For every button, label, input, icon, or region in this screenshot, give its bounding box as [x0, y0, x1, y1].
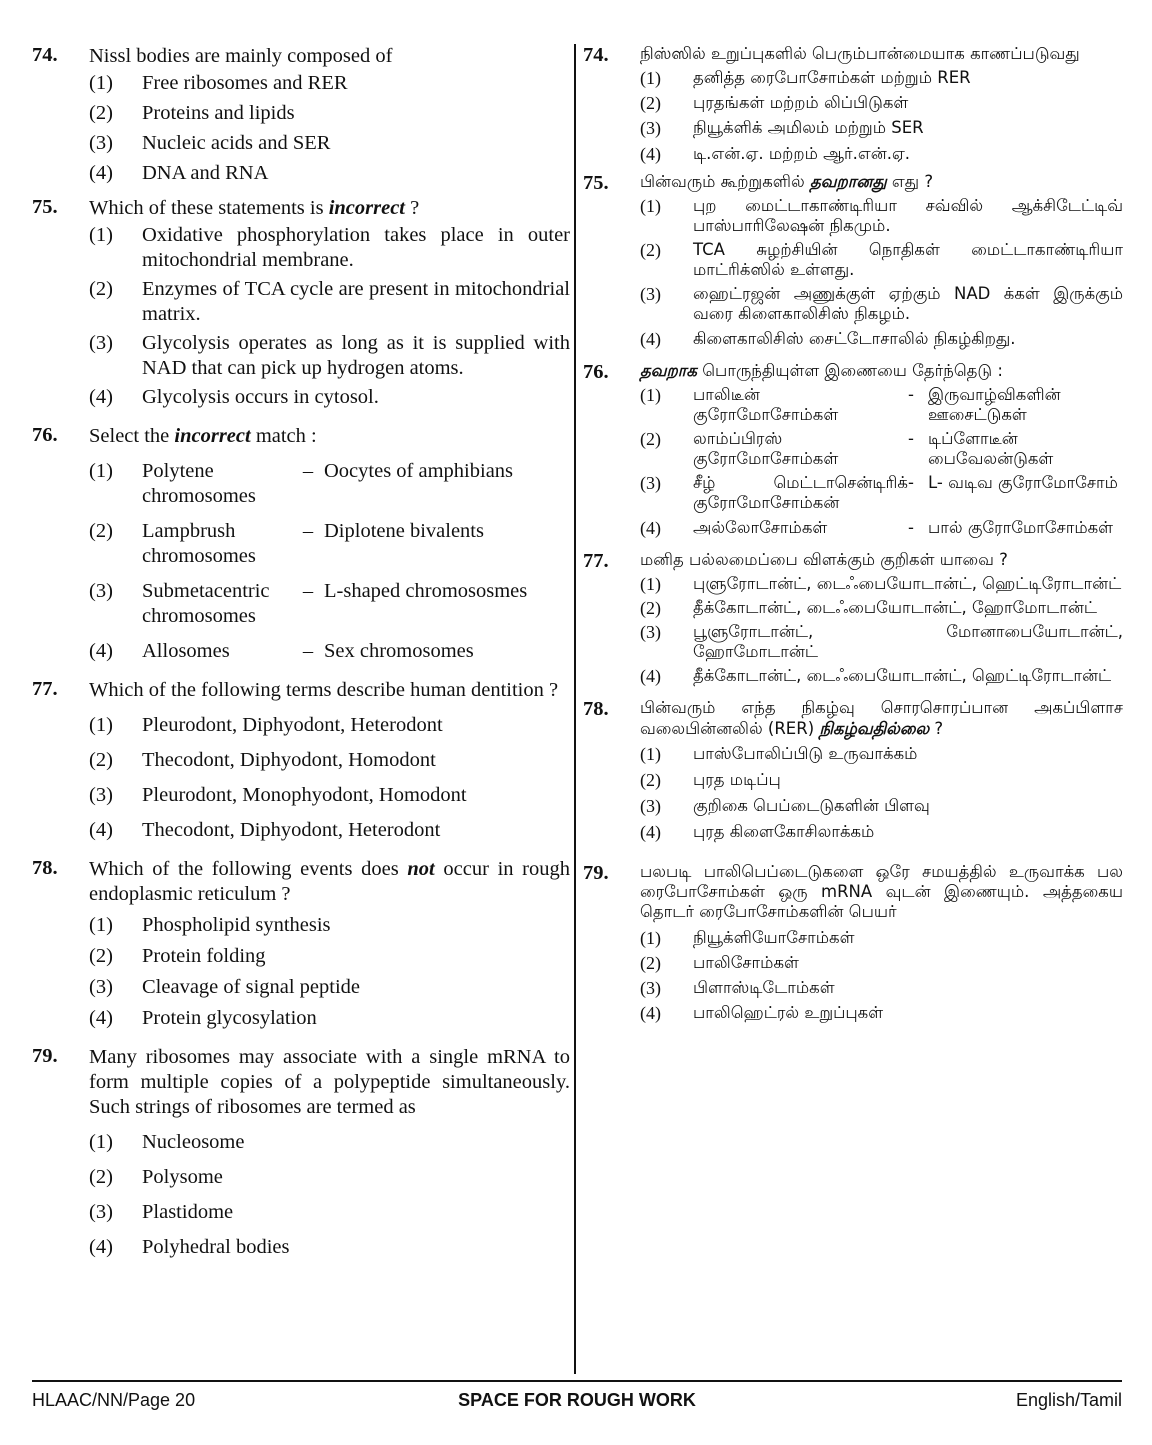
option: (4) தீக்கோடான்ட், டைஃபையோடான்ட், ஹெட்டிரோடான்ட்	[640, 666, 1112, 687]
tamil-column	[583, 44, 1123, 1023]
option: (2) Thecodont, Diphyodont, Homodont	[89, 749, 436, 771]
option: (3) பூளுரோடான்ட், மோனாபையோடான்ட், ஹோமோடான்ட்	[640, 622, 1123, 662]
page-footer	[32, 1390, 1122, 1414]
match-row: (4) Allosomes – Sex chromosomes	[89, 640, 474, 662]
question-number: 76.	[32, 424, 58, 446]
question-text: பலபடி பாலிபெப்டைடுகளை ஒரே சமயத்தில் உருவாக்க பல ரைபோசோம்கள் ஒரு mRNA வுடன் இணையும். அத்தகைய தொடர் ரைபோசோம்களின் பெயர்	[640, 862, 1123, 922]
question-77-ta	[583, 550, 1123, 687]
option: (3) Glycolysis operates as long as it is supplied with NAD that can pick up hydrogen atoms.	[89, 332, 570, 379]
option: (2) புரத மடிப்பு	[640, 769, 781, 790]
question-77	[32, 678, 570, 843]
option: (1) Phospholipid synthesis	[89, 914, 331, 936]
language-label: English/Tamil	[1015, 1390, 1122, 1410]
page-code: HLAAC/NN/Page 20	[32, 1390, 196, 1410]
question-number: 78.	[32, 857, 58, 879]
option: (2) புரதங்கள் மற்றம் லிப்பிடுகள்	[640, 93, 909, 114]
question-number: 74.	[583, 44, 609, 66]
option: (3) குறிகை பெப்டைடுகளின் பிளவு	[640, 795, 930, 816]
question-78	[32, 857, 570, 1031]
question-text: பின்வரும் கூற்றுகளில் தவறானது எது ?	[640, 171, 934, 191]
match-row: (2) Lampbrush chromosomes – Diplotene bivalents	[89, 520, 484, 567]
question-text: Which of the following terms describe human dentition ?	[89, 679, 559, 701]
option: (4) டி.என்.ஏ. மற்றம் ஆர்.என்.ஏ.	[640, 143, 911, 164]
option: (4) DNA and RNA	[89, 162, 269, 184]
option: (3) Nucleic acids and SER	[89, 132, 331, 154]
question-74-ta	[583, 44, 1123, 164]
option: (4) பாலிஹெட்ரல் உறுப்புகள்	[640, 1002, 884, 1023]
question-number: 75.	[32, 196, 58, 218]
question-number: 76.	[583, 360, 609, 383]
option: (1) புளுரோடான்ட், டைஃபையோடான்ட், ஹெட்டிரோடான்ட்	[640, 573, 1122, 594]
option: (2) Polysome	[89, 1166, 223, 1188]
option: (2) Proteins and lipids	[89, 102, 295, 124]
question-75	[32, 196, 570, 410]
question-79-ta	[583, 862, 1123, 1023]
option: (3) Plastidome	[89, 1201, 234, 1223]
question-number: 79.	[583, 862, 609, 885]
question-number: 74.	[32, 44, 58, 66]
column-divider	[574, 44, 576, 1374]
question-text: மனித பல்லமைப்பை விளக்கும் குறிகள் யாவை ?	[640, 549, 1008, 569]
option: (4) புரத கிளைகோசிலாக்கம்	[640, 822, 875, 842]
option: (4) Polyhedral bodies	[89, 1236, 290, 1258]
option: (3) Pleurodont, Monophyodont, Homodont	[89, 784, 467, 806]
question-text: Select the incorrect match :	[89, 425, 317, 447]
option: (1) Nucleosome	[89, 1131, 245, 1153]
question-number: 78.	[583, 698, 609, 721]
option: (4) Glycolysis occurs in cytosol.	[89, 386, 379, 408]
question-78-ta	[583, 698, 1123, 842]
option: (3) நியூக்ளிக் அமிலம் மற்றும் SER	[640, 118, 924, 139]
question-79	[32, 1045, 570, 1260]
question-number: 77.	[32, 678, 58, 700]
english-column	[32, 44, 570, 1260]
option: (3) ஹைட்ரஜன் அணுக்குள் ஏற்கும் NAD க்கள் இருக்கும் வரை கிளைகாலிசிஸ் நிகழம்.	[640, 284, 1123, 324]
footer-rule	[32, 1380, 1122, 1382]
option: (3) பிளாஸ்டிடோம்கள்	[640, 977, 835, 998]
option: (4) Protein glycosylation	[89, 1007, 317, 1029]
question-75-ta	[583, 172, 1123, 349]
option: (2) பாலிசோம்கள்	[640, 952, 799, 973]
match-row: (4) அல்லோசோம்கள் - பால் குரோமோசோம்கள்	[640, 517, 1114, 538]
question-number: 75.	[583, 171, 609, 194]
rough-work-label: SPACE FOR ROUGH WORK	[458, 1390, 696, 1410]
question-number: 79.	[32, 1045, 58, 1067]
option: (2) TCA சுழற்சியின் நொதிகள் மைட்டாகாண்டிரியா மாட்ரிக்ஸில் உள்ளது.	[640, 240, 1123, 280]
question-number: 77.	[583, 549, 609, 572]
question-text: Which of the following events does not occur in rough endoplasmic reticulum ?	[89, 858, 570, 905]
question-76-ta	[583, 361, 1123, 538]
option: (1) தனித்த ரைபோசோம்கள் மற்றும் RER	[640, 68, 971, 89]
option: (3) Cleavage of signal peptide	[89, 976, 361, 998]
question-text: Nissl bodies are mainly composed of	[89, 45, 393, 67]
option: (1) புற மைட்டாகாண்டிரியா சவ்வில் ஆக்சிடேட்டிவ் பாஸ்பாரிலேஷன் நிகமும்.	[640, 195, 1123, 235]
question-text: தவறாக பொருந்தியுள்ள இணையை தேர்ந்தெடு :	[640, 360, 1003, 380]
option: (4) கிளைகாலிசிஸ் சைட்டோசாலில் நிகழ்கிறது.	[640, 328, 1016, 349]
question-text: பின்வரும் எந்த நிகழ்வு சொரசொரப்பான அகப்பிளாச வலைபின்னலில் (RER) நிகழ்வதில்லை ?	[640, 698, 1123, 738]
match-row: (1) பாலிடீன் குரோமோசோம்கள் - இருவாழ்விகளின் ஊசைட்டுகள்	[640, 384, 1061, 424]
option: (1) பாஸ்போலிப்பிடு உருவாக்கம்	[640, 743, 918, 764]
option: (2) Enzymes of TCA cycle are present in mitochondrial matrix.	[89, 278, 570, 325]
question-text: Many ribosomes may associate with a single mRNA to form multiple copies of a polypeptide simultaneously. Such strings of ribosomes are termed as	[89, 1046, 570, 1118]
option: (2) Protein folding	[89, 945, 266, 967]
match-row: (3) சீழ் மெட்டாசென்டிரிக் குரோமோசோம்கன் - L- வடிவ குரோமோசோம்	[640, 473, 1118, 513]
question-76	[32, 424, 570, 664]
option: (4) Thecodont, Diphyodont, Heterodont	[89, 819, 441, 841]
match-row: (1) Polytene chromosomes – Oocytes of amphibians	[89, 460, 514, 507]
question-text: Which of these statements is incorrect ?	[89, 197, 420, 219]
match-row: (3) Submetacentric chromosomes – L-shaped chromososmes	[89, 580, 528, 627]
option: (1) Free ribosomes and RER	[89, 72, 348, 94]
option: (1) நியூக்ளியோசோம்கள்	[640, 927, 855, 948]
question-text: நிஸ்ஸில் உறுப்புகளில் பெரும்பான்மையாக காணப்படுவது	[640, 44, 1080, 63]
option: (1) Pleurodont, Diphyodont, Heterodont	[89, 714, 443, 736]
option: (2) தீக்கோடான்ட், டைஃபையோடான்ட், ஹோமோடான்ட்	[640, 597, 1098, 618]
match-row: (2) லாம்ப்பிரஸ் குரோமோசோம்கள் - டிப்ளோடீன் பைவேலன்டுகள்	[640, 429, 1054, 469]
option: (1) Oxidative phosphorylation takes place in outer mitochondrial membrane.	[89, 224, 570, 271]
question-74	[32, 44, 570, 186]
